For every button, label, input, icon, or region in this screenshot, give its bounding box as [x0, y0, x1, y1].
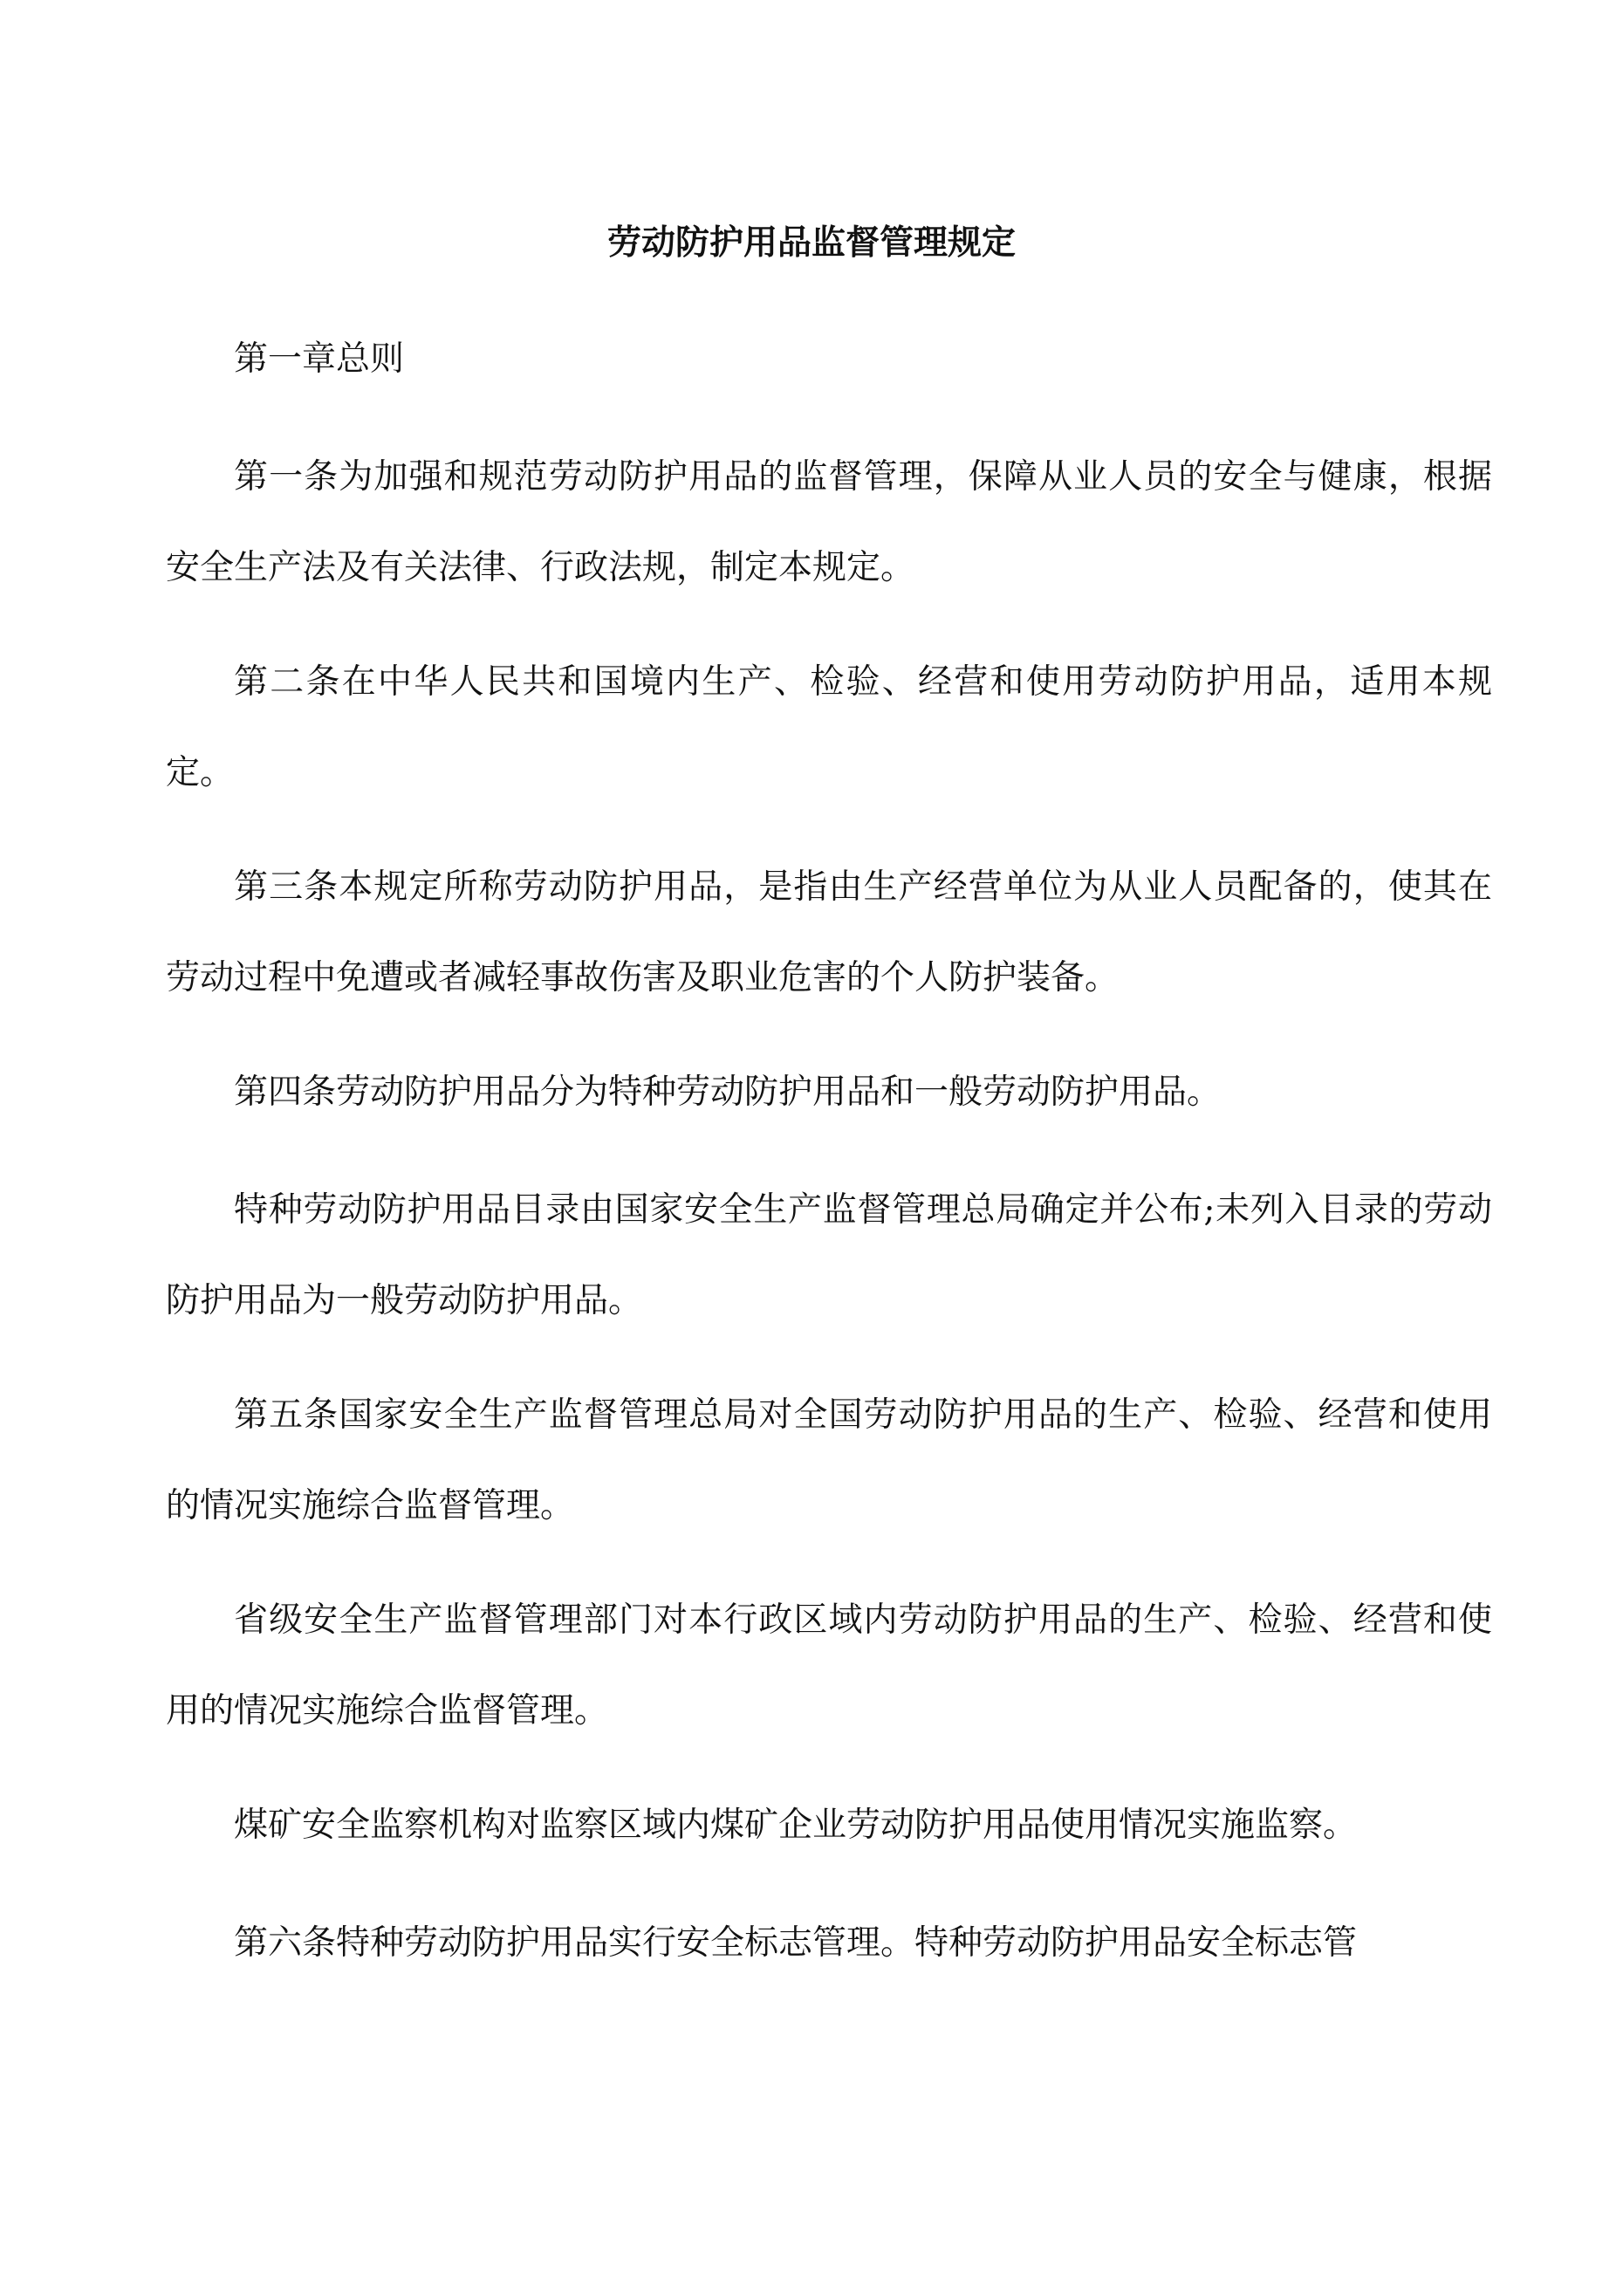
- paragraph-coal-mine: 煤矿安全监察机构对监察区域内煤矿企业劳动防护用品使用情况实施监察。: [234, 1806, 1358, 1845]
- paragraph-article-5: 第五条国家安全生产监督管理总局对全国劳动防护用品的生产、检验、经营和使用的情况实施综合监督管理。: [166, 1395, 1492, 1525]
- document-title: 劳动防护用品监督管理规定: [606, 223, 1016, 263]
- chapter-heading: 第一章总则: [234, 339, 405, 379]
- paragraph-article-6: 第六条特种劳动防护用品实行安全标志管理。特种劳动防护用品安全标志管: [234, 1923, 1358, 1963]
- paragraph-article-4: 第四条劳动防护用品分为特种劳动防护用品和一般劳动防护用品。: [234, 1073, 1222, 1112]
- paragraph-special-catalog: 特种劳动防护用品目录由国家安全生产监督管理总局确定并公布;未列入目录的劳动防护用品为一般劳动防护用品。: [166, 1190, 1492, 1320]
- paragraph-article-1: 第一条为加强和规范劳动防护用品的监督管理，保障从业人员的安全与健康，根据安全生产法及有关法律、行政法规，制定本规定。: [166, 457, 1492, 587]
- paragraph-article-2: 第二条在中华人民共和国境内生产、检验、经营和使用劳动防护用品，适用本规定。: [166, 662, 1492, 792]
- paragraph-article-3: 第三条本规定所称劳动防护用品，是指由生产经营单位为从业人员配备的，使其在劳动过程中免遭或者减轻事故伤害及职业危害的个人防护装备。: [166, 867, 1492, 997]
- paragraph-provincial: 省级安全生产监督管理部门对本行政区域内劳动防护用品的生产、检验、经营和使用的情况实施综合监督管理。: [166, 1600, 1492, 1731]
